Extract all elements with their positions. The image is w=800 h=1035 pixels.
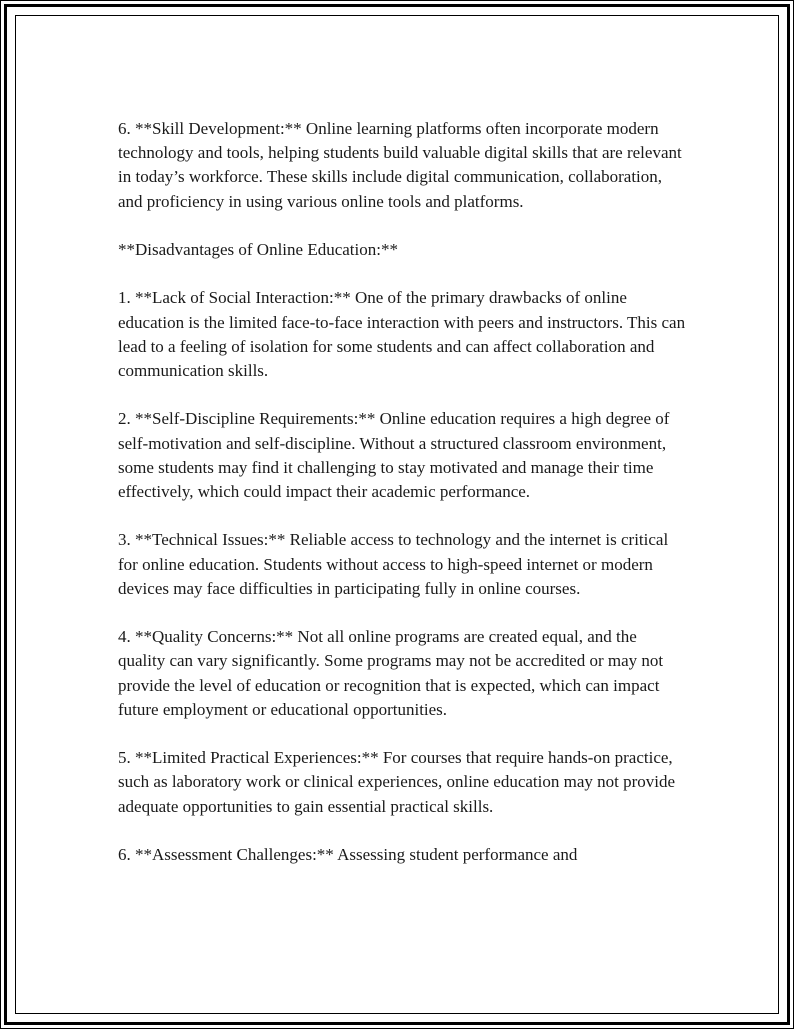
paragraph-self-discipline: 2. **Self-Discipline Requirements:** Online education requires a high degree of self-motivation and self-discipline. Without a structured classroom environment, some students may find it challenging to stay motivated and manage their time effectively, which could impact their academic performance. [118, 409, 670, 501]
paragraph-assessment-challenges: 6. **Assessment Challenges:** Assessing student performance and [118, 844, 578, 864]
paragraph-technical-issues: 3. **Technical Issues:** Reliable access to technology and the internet is critical for online education. Students without access to high-speed internet or modern devices may face difficulties in participating fully in online courses. [118, 530, 669, 598]
paragraph-practical-experiences: 5. **Limited Practical Experiences:** For courses that require hands-on practice, such as laboratory work or clinical experiences, online education may not provide adequate opportunities to gain essential practical skills. [118, 748, 676, 816]
paragraph-skill-development: 6. **Skill Development:** Online learning platforms often incorporate modern technology and tools, helping students build valuable digital skills that are relevant in today’s workforce. These skills include digital communication, collaboration, and proficiency in using various online tools and platforms. [118, 119, 682, 211]
section-heading-disadvantages: **Disadvantages of Online Education:** [118, 240, 398, 259]
paragraph-social-interaction: 1. **Lack of Social Interaction:** One of the primary drawbacks of online education is the limited face-to-face interaction with peers and instructors. This can lead to a feeling of isolation for some students and can affect collaboration and communication skills. [118, 288, 686, 380]
paragraph-quality-concerns: 4. **Quality Concerns:** Not all online programs are created equal, and the quality can vary significantly. Some programs may not be accredited or may not provide the level of education or recognition that is expected, which can impact future employment or educational opportunities. [118, 627, 664, 719]
document-body [118, 117, 688, 891]
